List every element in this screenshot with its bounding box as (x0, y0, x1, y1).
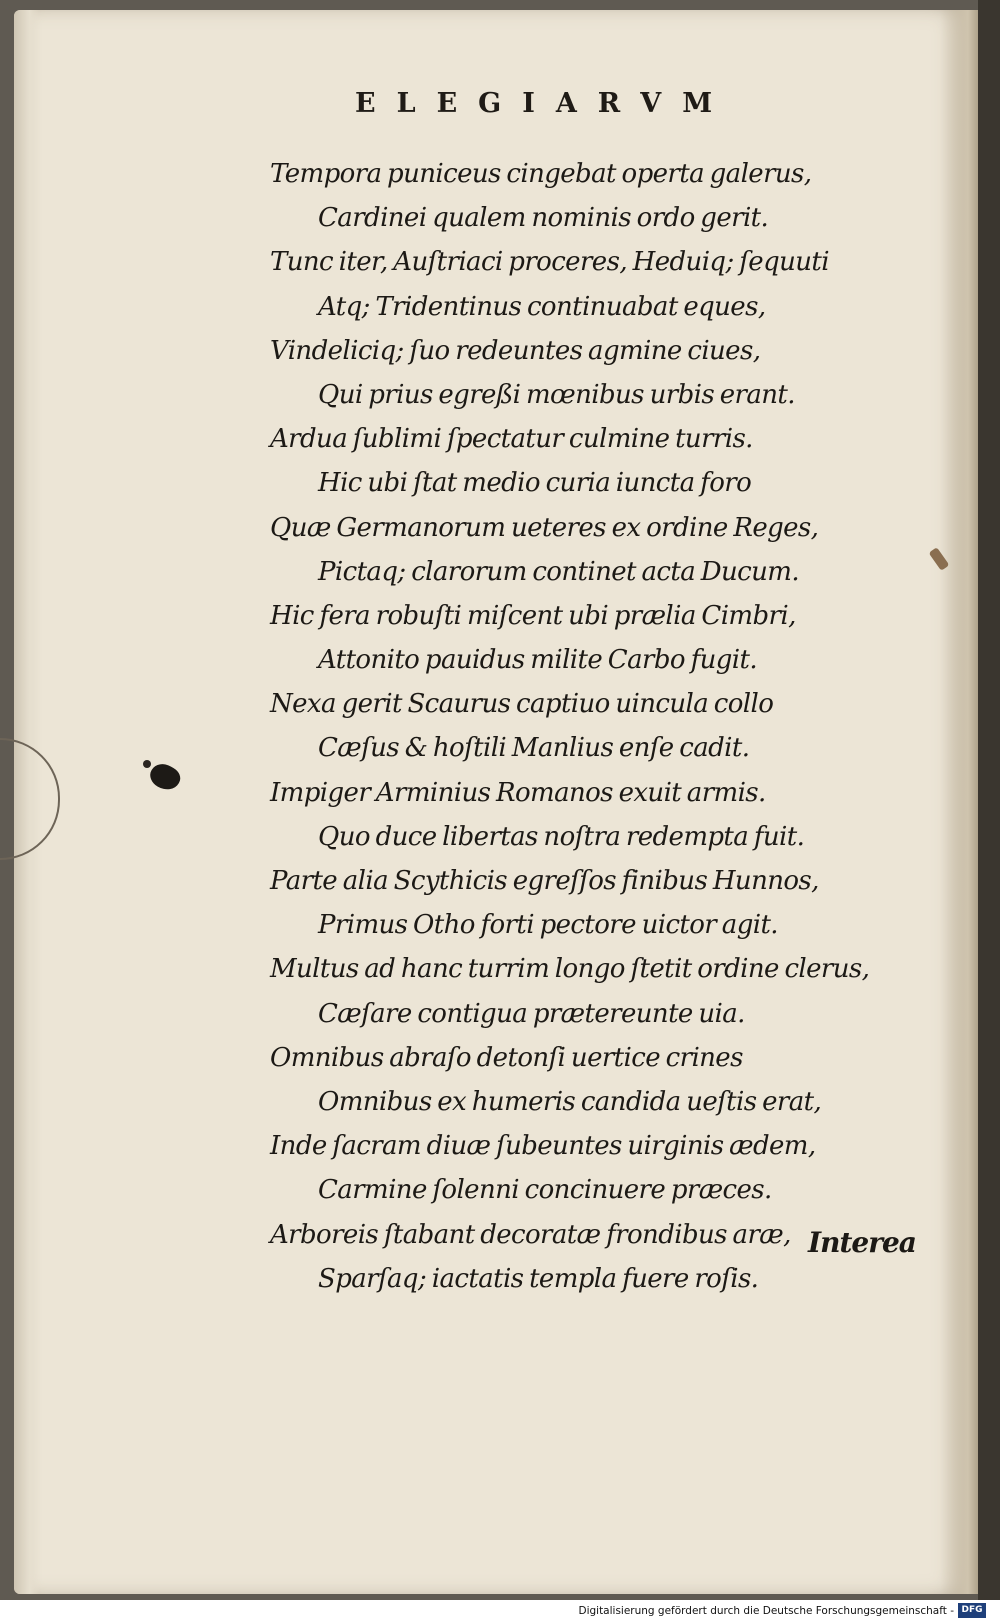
verse-line: Sparſaq; iactatis templa fuere roſis. (318, 1263, 759, 1294)
verse-line: Cæſare contigua prætereunte uia. (318, 998, 745, 1029)
verse-line: Hic ubi ſtat medio curia iuncta foro (318, 468, 752, 499)
dfg-logo: DFG (958, 1603, 986, 1618)
verse-line: Nexa gerit Scaurus captiuo uincula collo (270, 689, 774, 720)
catchword: Interea (808, 1226, 916, 1259)
ink-spot (143, 760, 151, 768)
verse-line: Hic fera robuſti miſcent ubi prælia Cimbri, (270, 600, 796, 631)
verse-line: Atq; Tridentinus continuabat eques, (318, 291, 766, 322)
verse-line: Arboreis ſtabant decoratæ frondibus aræ, (270, 1219, 791, 1250)
verse-line: Vindeliciq; ſuo redeuntes agmine ciues, (270, 335, 761, 366)
verse-line: Qui prius egreßi mœnibus urbis erant. (318, 379, 795, 410)
verse-line: Multus ad hanc turrim longo ſtetit ordine clerus, (270, 954, 870, 985)
verse-line: Impiger Arminius Romanos exuit armis. (270, 777, 766, 808)
verse-line: Pictaq; clarorum continet acta Ducum. (318, 556, 800, 587)
verse-line: Tempora puniceus cingebat operta galerus, (270, 159, 812, 189)
verse-line: Inde ſacram diuæ ſubeuntes uirginis ædem, (270, 1131, 816, 1162)
book-spine-edge (978, 0, 1000, 1600)
verse-line: Tunc iter, Auſtriaci proceres, Heduiq; ſequuti (270, 247, 829, 278)
verse-line: Omnibus abraſo detonſi uertice crines (270, 1042, 743, 1073)
running-head: ELEGIARVM (355, 88, 734, 119)
verse-block (270, 152, 920, 1301)
verse-line: Primus Otho forti pectore uictor agit. (318, 910, 778, 941)
verse-line: Ardua ſublimi ſpectatur culmine turris. (270, 424, 753, 455)
verse-line: Carmine ſolenni concinuere præces. (318, 1175, 772, 1206)
verse-line: Quo duce libertas noſtra redempta fuit. (318, 821, 805, 852)
verse-line: Parte alia Scythicis egreſſos finibus Hunnos, (270, 866, 819, 896)
verse-line: Cæſus & hoſtili Manlius enſe cadit. (318, 733, 750, 764)
verse-line: Omnibus ex humeris candida ueſtis erat, (318, 1086, 822, 1117)
verse-line: Cardinei qualem nominis ordo gerit. (318, 203, 769, 234)
digitization-credit: Digitalisierung gefördert durch die Deutsche Forschungsgemeinschaft - (578, 1605, 954, 1617)
verse-line: Quæ Germanorum ueteres ex ordine Reges, (270, 512, 819, 543)
verse-line: Attonito pauidus milite Carbo fugit. (318, 645, 758, 676)
gutter-shadow (940, 10, 980, 1594)
